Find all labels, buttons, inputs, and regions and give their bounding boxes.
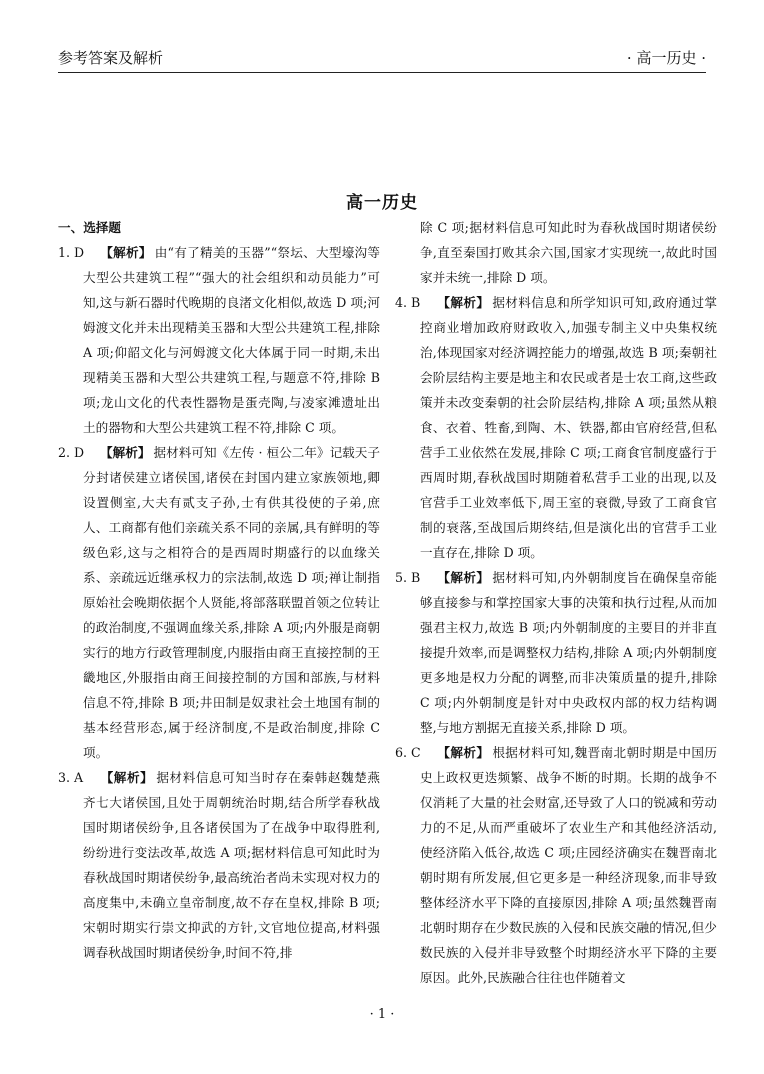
analysis-tag: 【解析】	[437, 745, 490, 760]
answer-item-3-continued: 除 C 项;据材料信息可知此时为春秋战国时期诸侯纷争,直至秦国打败其余六国,国家才实现统一,故此时国家并未统一,排除 D 项。	[420, 220, 717, 285]
answer-text: 据材料信息可知当时存在秦韩赵魏楚燕齐七大诸侯国,且处于周朝统治时期,结合所学春秋战国时期诸侯纷争,且各诸侯国为了在战争中取得胜利,纷纷进行变法改革,故选 A 项;据材料信息可知此时为春秋战国时期诸侯纷争,最高统治者尚未实现对权力的高度集中,未确立皇帝制度,故不存在皇权,排除 B 项;宋朝时期实行崇文抑武的方针,文官地位提高,材料强调春秋战国时期诸侯纷争,时间不符,排	[83, 770, 381, 960]
header-right-text: · 高一历史 ·	[626, 49, 706, 67]
answer-number: 6. C	[395, 745, 421, 760]
right-column	[395, 215, 717, 990]
answer-number: 1. D	[58, 245, 85, 260]
header-left-text: 参考答案及解析	[58, 49, 164, 67]
analysis-tag: 【解析】	[100, 445, 151, 460]
answer-text: 据材料信息和所学知识可知,政府通过掌控商业增加政府财政收入,加强专制主义中央集权统治,体现国家对经济调控能力的增强,故选 B 项;秦朝社会阶层结构主要是地主和农民或者是士农工商,这些政策并未改变秦朝的社会阶层结构,排除 A 项;虽然从粮食、衣着、牲畜,到陶、木、铁器,都由官府经营,但私营手工业依然在发展,排除 C 项;工商食官制度盛行于西周时期,春秋战国时期随着私营手工业的出现,以及官营手工业效率低下,周王室的衰微,导致了工商食官制的衰落,至战国后期终结,但是演化出的官营手工业一直存在,排除 D 项。	[420, 295, 717, 560]
page-number: · 1 ·	[369, 1007, 395, 1022]
answer-item-3	[58, 765, 380, 965]
answer-item-5	[395, 565, 717, 740]
analysis-tag: 【解析】	[100, 245, 152, 260]
analysis-tag: 【解析】	[437, 295, 490, 310]
answer-number: 5. B	[395, 570, 421, 585]
answer-text: 由“有了精美的玉器”“祭坛、大型壕沟等大型公共建筑工程”“强大的社会组织和动员能力”可知,这与新石器时代晚期的良渚文化相似,故选 D 项;河姆渡文化并未出现精美玉器和大型公共建筑工程,排除 A 项;仰韶文化与河姆渡文化大体属于同一时期,未出现精美玉器和大型公共建筑工程,与题意不符,排除 B 项;龙山文化的代表性器物是蛋壳陶,与凌家滩遗址出土的器物和大型公共建筑工程不符,排除 C 项。	[83, 245, 380, 435]
answer-number: 2. D	[58, 445, 85, 460]
answer-item-4	[395, 290, 717, 565]
answer-text: 据材料可知,内外朝制度旨在确保皇帝能够直接参与和掌控国家大事的决策和执行过程,从而加强君主权力,故选 B 项;内外朝制度的主要目的并非直接提升效率,而是调整权力结构,排除 A 项;内外朝制度更多地是权力分配的调整,而非决策质量的提升,排除 C 项;内外朝制度是针对中央政权内部的权力结构调整,与地方割据无直接关系,排除 D 项。	[420, 570, 717, 735]
page-title: 高一历史	[346, 193, 418, 213]
section-heading: 一、选择题	[58, 220, 121, 235]
analysis-tag: 【解析】	[100, 770, 154, 785]
analysis-tag: 【解析】	[437, 570, 490, 585]
answer-number: 3. A	[58, 770, 84, 785]
answer-item-2	[58, 440, 380, 765]
left-column	[58, 215, 380, 965]
answer-text: 根据材料可知,魏晋南北朝时期是中国历史上政权更迭频繁、战争不断的时期。长期的战争不仅消耗了大量的社会财富,还导致了人口的锐减和劳动力的不足,从而严重破坏了农业生产和其他经济活动,使经济陷入低谷,故选 C 项;庄园经济确实在魏晋南北朝时期有所发展,但它更多是一种经济现象,而非导致整体经济水平下降的直接原因,排除 A 项;虽然魏晋南北朝时期存在少数民族的入侵和民族交融的情况,但少数民族的入侵并非导致整个时期经济水平下降的主要原因。此外,民族融合往往也伴随着文	[420, 745, 717, 985]
answer-item-6	[395, 740, 717, 990]
answer-item-1	[58, 240, 380, 440]
answer-text: 据材料可知《左传 · 桓公二年》记载天子分封诸侯建立诸侯国,诸侯在封国内建立家族领地,卿设置侧室,大夫有贰支子孙,士有供其役使的子弟,庶人、工商都有他们亲疏关系不同的亲属,具有鲜明的等级色彩,这与之相符合的是西周时期盛行的以血缘关系、亲疏远近继承权力的宗法制,故选 D 项;禅让制指原始社会晚期依据个人贤能,将部落联盟首领之位转让的政治制度,不强调血缘关系,排除 A 项;内外服是商朝实行的地方行政管理制度,内服指由商王直接控制的王畿地区,外服指由商王间接控制的方国和部族,与材料信息不符,排除 B 项;井田制是奴隶社会土地国有制的基本经营形态,属于经济制度,不是政治制度,排除 C 项。	[83, 445, 381, 760]
answer-number: 4. B	[395, 295, 421, 310]
page-header	[58, 44, 706, 73]
